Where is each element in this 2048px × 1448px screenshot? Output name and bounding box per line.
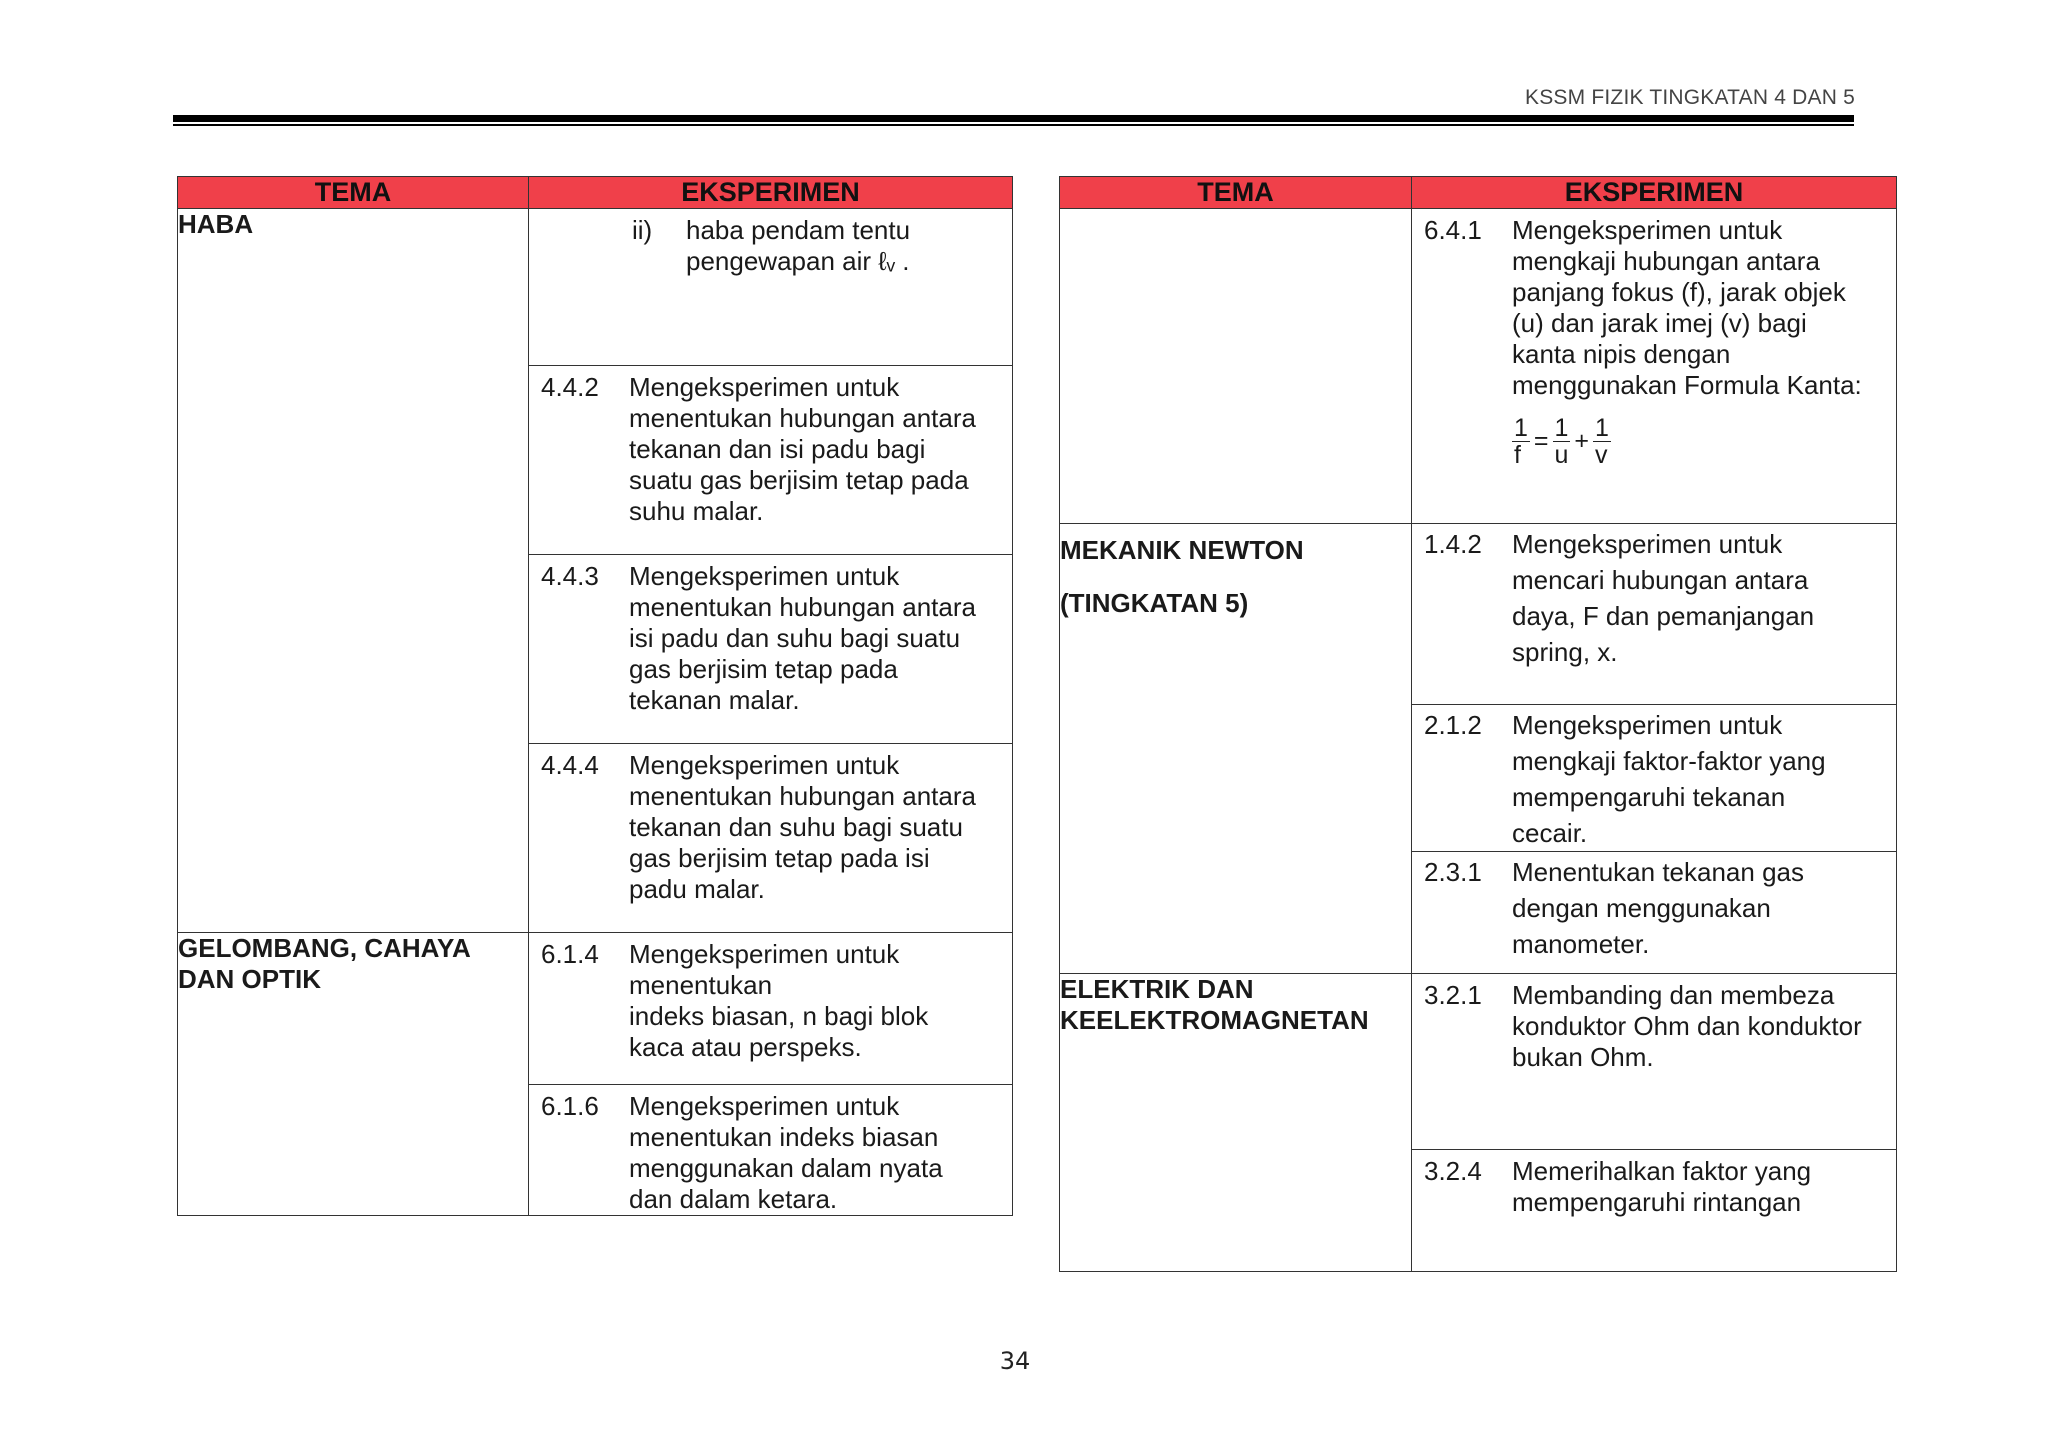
item-text-line: mengkaji faktor-faktor yang (1512, 746, 1826, 776)
item-text-line: haba pendam tentu (686, 215, 911, 245)
item-text-line: Mengeksperimen untuk (629, 939, 900, 969)
item-number: 4.4.4 (541, 750, 599, 780)
item-number: 2.1.2 (1424, 710, 1482, 740)
experiment-cell (1412, 209, 1897, 524)
item-text-line: gas berjisim tetap pada isi (629, 843, 930, 873)
item-text-line: menentukan indeks biasan (629, 1122, 939, 1152)
item-text-line: cecair. (1512, 818, 1588, 848)
item-text-line: padu malar. (629, 874, 765, 904)
numerator: 1 (1595, 414, 1609, 442)
experiment-cell (529, 1085, 1013, 1216)
tema-label-line: (TINGKATAN 5) (1060, 588, 1249, 618)
item-number: 4.4.3 (541, 561, 599, 591)
table-row (1060, 524, 1897, 705)
experiment-cell (1412, 524, 1897, 705)
tema-elektrik (1060, 974, 1412, 1272)
tema-label-line: ELEKTRIK DAN (1060, 974, 1254, 1004)
item-text-line: dan dalam ketara. (629, 1184, 838, 1214)
tema-label-line: DAN OPTIK (178, 964, 321, 994)
item-text-line: Mengeksperimen untuk (1512, 215, 1783, 245)
item-text-line: panjang fokus (f), jarak objek (1512, 277, 1846, 307)
item-number: 6.1.4 (541, 939, 599, 969)
tema-haba (178, 209, 529, 933)
item-text-line: manometer. (1512, 929, 1650, 959)
experiment-cell (529, 933, 1013, 1085)
item-number: 1.4.2 (1424, 529, 1482, 559)
item-text-line: pengewapan air ℓᵥ . (686, 246, 910, 276)
header-rule (173, 115, 1854, 122)
fraction (1553, 415, 1571, 468)
item-text-line: (u) dan jarak imej (v) bagi (1512, 308, 1807, 338)
item-text-line: indeks biasan, n bagi blok (629, 1001, 929, 1031)
item-text-line: kaca atau perspeks. (629, 1032, 862, 1062)
item-text-line: mempengaruhi rintangan (1512, 1187, 1802, 1217)
experiment-cell (1412, 1150, 1897, 1272)
item-text-line: Mengeksperimen untuk (1512, 710, 1783, 740)
table-row (1060, 209, 1897, 524)
table-row (1060, 974, 1897, 1150)
experiment-cell (529, 209, 1013, 366)
experiment-cell (1412, 705, 1897, 852)
item-text-line: mempengaruhi tekanan (1512, 782, 1786, 812)
plus-sign: + (1574, 427, 1590, 455)
item-text-line: tekanan dan suhu bagi suatu (629, 812, 963, 842)
item-number: 3.2.1 (1424, 980, 1482, 1010)
item-text-line: Mengeksperimen untuk (1512, 529, 1783, 559)
item-text-line: Membanding dan membeza (1512, 980, 1835, 1010)
item-text-line: dengan menggunakan (1512, 893, 1771, 923)
item-text-line: gas berjisim tetap pada (629, 654, 898, 684)
experiment-cell (529, 744, 1013, 933)
item-text-line: tekanan dan isi padu bagi (629, 434, 926, 464)
tema-gelombang (178, 933, 529, 1216)
table-row (178, 209, 1013, 366)
right-table-header (1060, 177, 1897, 209)
denominator: u (1554, 441, 1569, 469)
fraction (1512, 415, 1530, 468)
item-text-line: suhu malar. (629, 496, 764, 526)
document-header-title: KSSM FIZIK TINGKATAN 4 DAN 5 (1525, 86, 1855, 109)
item-text-line: tekanan malar. (629, 685, 800, 715)
item-text-line: Mengeksperimen untuk (629, 372, 900, 402)
tema-label-line: GELOMBANG, CAHAYA (178, 933, 471, 963)
numerator: 1 (1514, 414, 1528, 442)
tema-mekanik (1060, 524, 1412, 974)
tema-header: TEMA (178, 177, 529, 209)
denominator: f (1514, 441, 1521, 469)
item-text-line: Mengeksperimen untuk (629, 1091, 900, 1121)
item-text-line: bukan Ohm. (1512, 1042, 1654, 1072)
item-text-line: spring, x. (1512, 637, 1618, 667)
lens-formula (1512, 415, 1884, 468)
numerator: 1 (1554, 414, 1569, 442)
experiment-cell (529, 555, 1013, 744)
tema-label-line: MEKANIK NEWTON (1060, 535, 1304, 565)
item-text-line: mengkaji hubungan antara (1512, 246, 1820, 276)
item-text-line: menggunakan dalam nyata (629, 1153, 943, 1183)
item-number: 3.2.4 (1424, 1156, 1482, 1186)
item-text-line: menentukan hubungan antara (629, 592, 976, 622)
tema-label: HABA (178, 209, 254, 239)
item-number: 2.3.1 (1424, 857, 1482, 887)
tema-empty (1060, 209, 1412, 524)
header-rule-thin (173, 124, 1854, 126)
denominator: v (1595, 441, 1608, 469)
item-text-line: daya, F dan pemanjangan (1512, 601, 1815, 631)
item-number: 6.4.1 (1424, 215, 1482, 245)
experiment-cell (529, 366, 1013, 555)
experiment-cell (1412, 852, 1897, 974)
item-text-line: konduktor Ohm dan konduktor (1512, 1011, 1862, 1041)
item-text-line: menggunakan Formula Kanta: (1512, 370, 1862, 400)
item-text-line: Mengeksperimen untuk (629, 750, 900, 780)
fraction (1593, 415, 1611, 468)
item-text-line: Mengeksperimen untuk (629, 561, 900, 591)
item-text-line: menentukan (629, 970, 773, 1000)
tema-header: TEMA (1060, 177, 1412, 209)
table-row (178, 933, 1013, 1085)
item-text-line: suatu gas berjisim tetap pada (629, 465, 969, 495)
item-text-line: Menentukan tekanan gas (1512, 857, 1804, 887)
page-number: 34 (999, 1347, 1031, 1375)
eksperimen-header: EKSPERIMEN (1412, 177, 1897, 209)
item-text-line: Memerihalkan faktor yang (1512, 1156, 1812, 1186)
item-text-line: menentukan hubungan antara (629, 403, 976, 433)
item-text-line: isi padu dan suhu bagi suatu (629, 623, 961, 653)
experiment-cell (1412, 974, 1897, 1150)
tema-label-line: KEELEKTROMAGNETAN (1060, 1005, 1369, 1035)
eksperimen-header: EKSPERIMEN (529, 177, 1013, 209)
left-table (177, 176, 1013, 1216)
item-number: 4.4.2 (541, 372, 599, 402)
item-number: 6.1.6 (541, 1091, 599, 1121)
item-text-line: menentukan hubungan antara (629, 781, 976, 811)
item-text-line: mencari hubungan antara (1512, 565, 1809, 595)
item-text-line: kanta nipis dengan (1512, 339, 1731, 369)
left-table-header (178, 177, 1013, 209)
right-table (1059, 176, 1897, 1272)
equals-sign: = (1533, 427, 1549, 455)
item-number: ii) (632, 215, 653, 245)
